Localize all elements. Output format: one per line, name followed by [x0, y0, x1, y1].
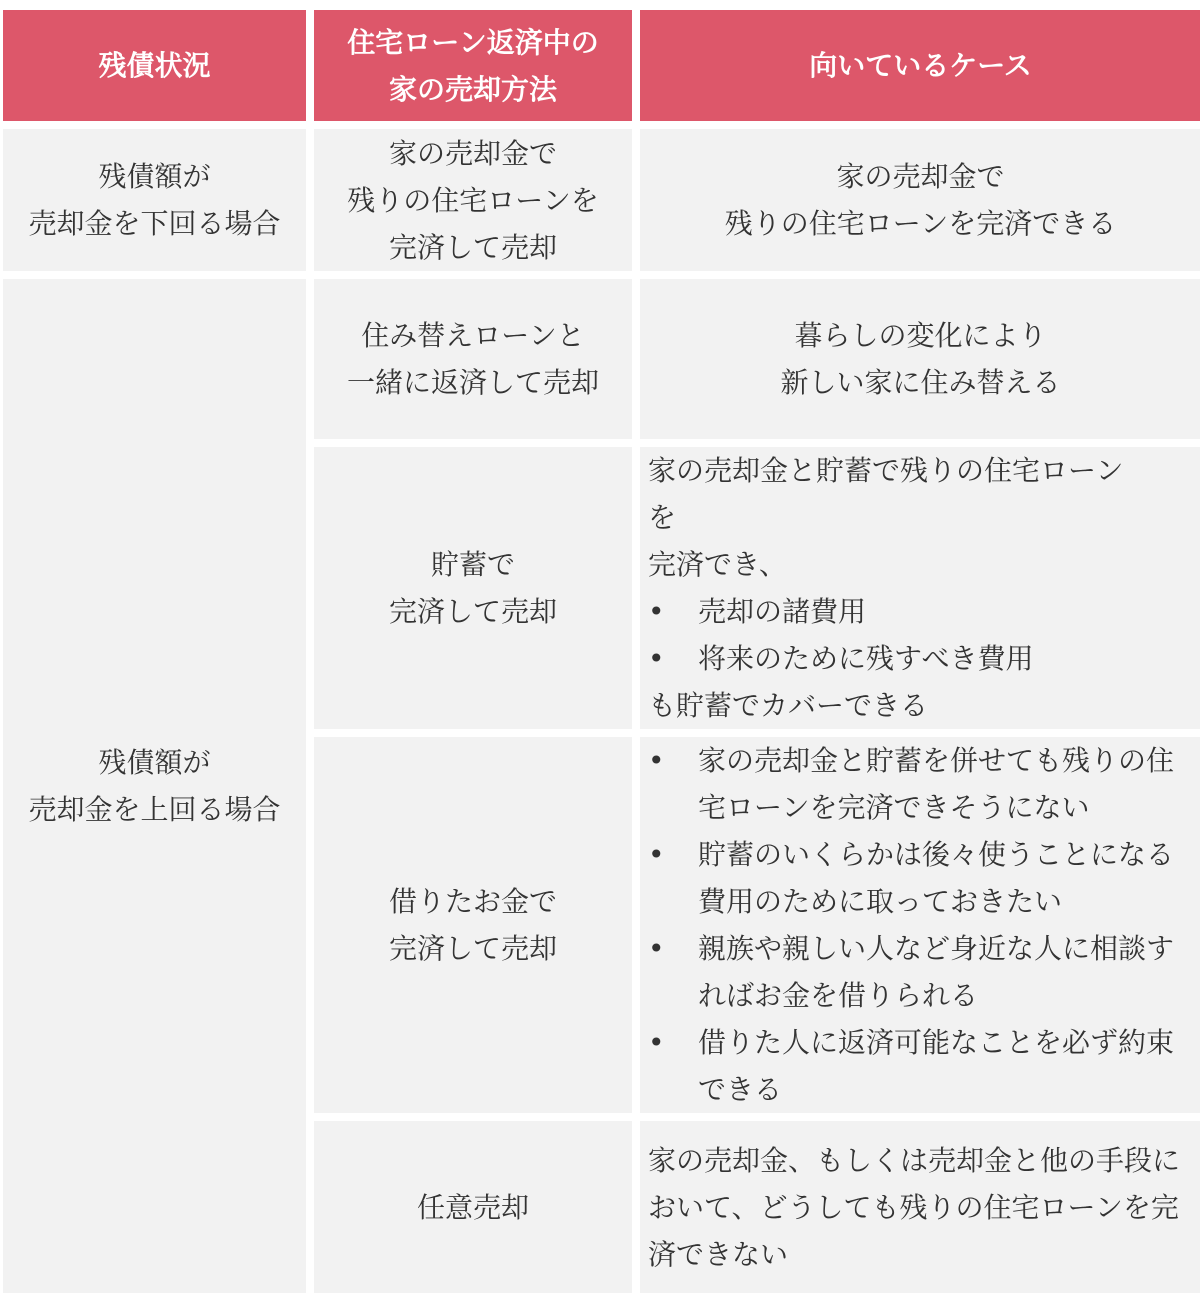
bullet-text: 貯蓄のいくらかは後々使うことになる費用のために取っておきたい: [698, 838, 1175, 918]
header-method-line2: 家の売却方法: [388, 72, 557, 106]
case-text: 完済でき、: [648, 548, 787, 581]
loan-sale-table: [0, 2, 1200, 1301]
method-text: 完済して売却: [388, 230, 557, 264]
case-cell: [640, 1121, 1200, 1293]
bullet-text: 将来のために残すべき費用: [698, 642, 1034, 675]
bullet-icon: •: [648, 932, 665, 965]
method-text: 完済して売却: [388, 932, 557, 965]
case-cell: [640, 737, 1200, 1113]
method-text: 任意売却: [416, 1190, 529, 1224]
list-item: [648, 635, 1193, 682]
method-cell: [314, 447, 632, 729]
bullet-text: 借りた人に返済可能なことを必ず約束できる: [698, 1026, 1175, 1106]
header-situation-text: 残債状況: [98, 49, 211, 82]
table-row: [3, 129, 1200, 271]
list-item: [648, 925, 1193, 1019]
situation-cell-above: [3, 279, 306, 1293]
header-case-text: 向いているケース: [809, 49, 1032, 82]
bullet-text: 家の売却金と貯蓄を併せても残りの住宅ローンを完済できそうにない: [698, 744, 1175, 824]
bullet-icon: •: [648, 744, 665, 777]
case-text: 暮らしの変化により: [794, 319, 1047, 352]
method-text: 家の売却金で: [388, 136, 557, 170]
method-cell: [314, 129, 632, 271]
situation-text: 残債額が: [98, 160, 211, 193]
case-cell: [640, 129, 1200, 271]
situation-cell-below: [3, 129, 306, 271]
method-cell: [314, 1121, 632, 1293]
case-cell: [640, 279, 1200, 439]
bullet-icon: •: [648, 1026, 665, 1059]
bullet-text: 親族や親しい人など身近な人に相談すればお金を借りられる: [698, 932, 1175, 1012]
method-text: 残りの住宅ローンを: [347, 183, 599, 217]
header-method-line1: 住宅ローン返済中の: [347, 25, 599, 59]
list-item: [648, 1019, 1193, 1113]
method-text: 一緒に返済して売却: [346, 366, 599, 399]
situation-text: 残債額が: [98, 746, 211, 779]
case-text: 家の売却金と貯蓄で残りの住宅ローン: [648, 454, 1124, 487]
list-item: [648, 831, 1193, 925]
header-situation: [3, 10, 306, 121]
situation-text: 売却金を下回る場合: [28, 207, 281, 240]
case-bullet-list: [648, 588, 1193, 682]
method-cell: [314, 737, 632, 1113]
bullet-text: 売却の諸費用: [698, 595, 867, 628]
case-text: を: [648, 501, 677, 534]
case-text: 家の売却金、もしくは売却金と他の手段において、どうしても残りの住宅ローンを完済できない: [648, 1143, 1181, 1271]
case-text: も貯蓄でカバーできる: [648, 689, 929, 722]
bullet-icon: •: [648, 595, 665, 628]
method-text: 借りたお金で: [388, 885, 557, 918]
case-bullet-list: [648, 737, 1193, 1113]
table-row: [3, 279, 1200, 439]
list-item: [648, 588, 1193, 635]
case-text: 新しい家に住み替える: [780, 366, 1061, 399]
method-cell: [314, 279, 632, 439]
bullet-icon: •: [648, 642, 665, 675]
method-text: 貯蓄で: [430, 548, 515, 581]
method-text: 住み替えローンと: [361, 319, 585, 352]
situation-text: 売却金を上回る場合: [28, 793, 281, 826]
list-item: [648, 737, 1193, 831]
case-cell: [640, 447, 1200, 729]
case-text: 家の売却金で: [836, 160, 1005, 193]
header-row: [3, 10, 1200, 121]
bullet-icon: •: [648, 838, 665, 871]
case-text: 残りの住宅ローンを完済できる: [724, 207, 1117, 240]
header-case: [640, 10, 1200, 121]
method-text: 完済して売却: [388, 595, 557, 628]
header-method: [314, 10, 632, 121]
